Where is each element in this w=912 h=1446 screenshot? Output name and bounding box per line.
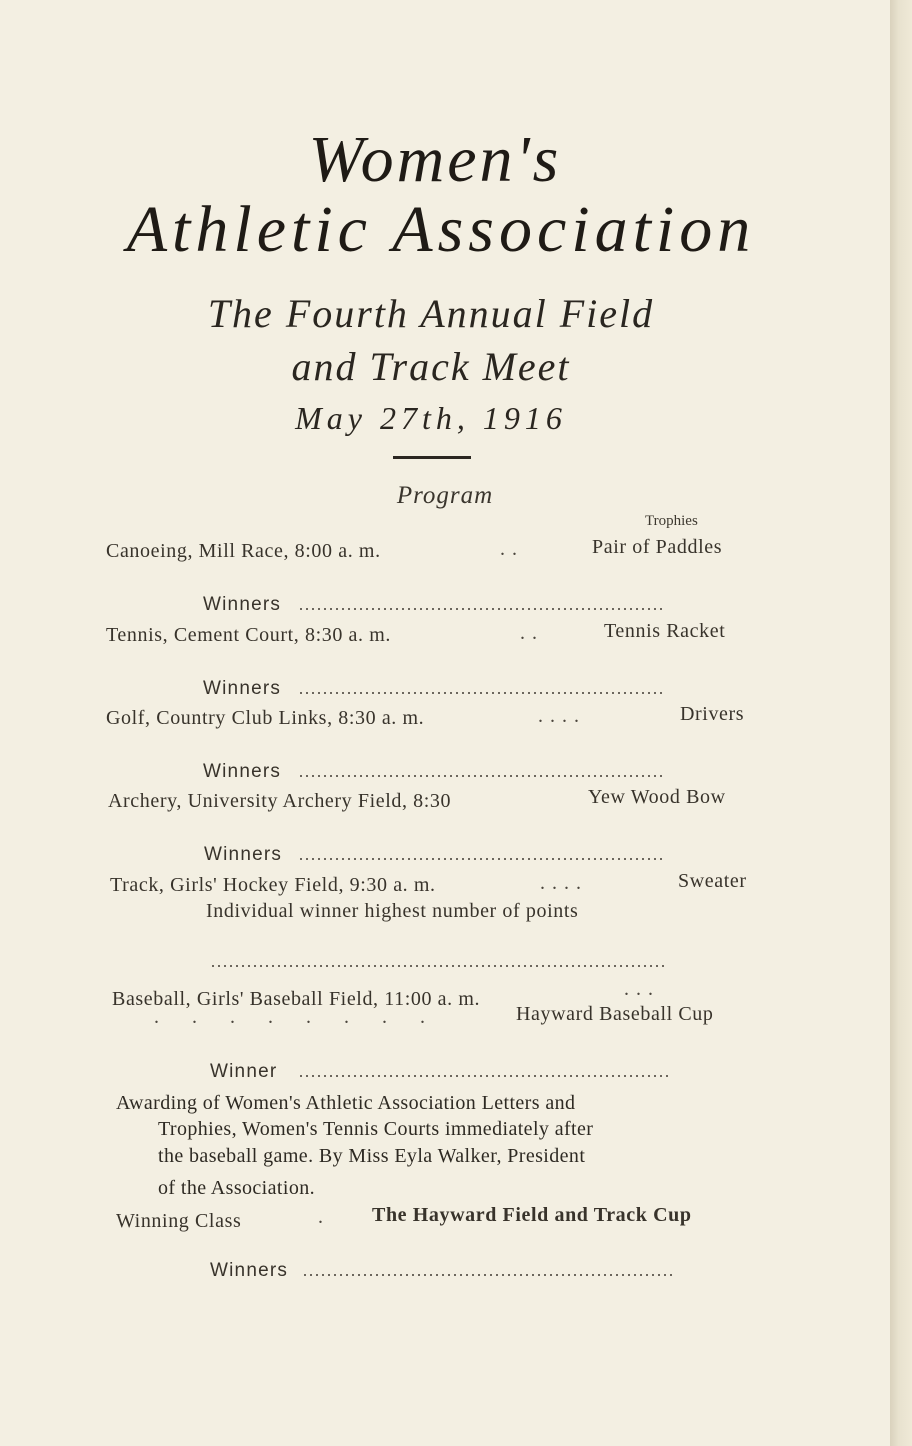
page-edge (890, 0, 912, 1446)
event-canoeing: Canoeing, Mill Race, 8:00 a. m. (106, 540, 381, 562)
leader-dots: . . . . . . . . (154, 1006, 439, 1028)
title-line-2: Athletic Association (126, 193, 756, 266)
awarding-line-4: of the Association. (158, 1177, 316, 1199)
trophy-tennis: Tennis Racket (604, 620, 726, 642)
event-track: Track, Girls' Hockey Field, 9:30 a. m. (110, 874, 436, 896)
subtitle-line-1: The Fourth Annual Field (207, 291, 655, 336)
winners-fill-line (298, 692, 666, 694)
event-baseball: Baseball, Girls' Baseball Field, 11:00 a. m. (112, 988, 481, 1010)
trophy-golf: Drivers (680, 703, 745, 725)
leader-dots: . . . . (540, 872, 582, 894)
winners-label: Winners (203, 678, 282, 699)
trophy-baseball: Hayward Baseball Cup (516, 1003, 714, 1025)
awarding-line-2: Trophies, Women's Tennis Courts immediately after (158, 1118, 594, 1140)
trophy-archery: Yew Wood Bow (588, 786, 726, 808)
event-archery: Archery, University Archery Field, 8:30 (108, 790, 452, 812)
winners-fill-line (298, 775, 666, 777)
winner-label: Winner (210, 1061, 278, 1082)
winning-class-trophy: The Hayward Field and Track Cup (372, 1204, 692, 1226)
winners-label: Winners (203, 594, 282, 615)
leader-dots: . . . . (538, 705, 580, 727)
trophy-canoeing: Pair of Paddles (592, 536, 723, 558)
winner-fill-line (298, 1075, 668, 1077)
winners-fill-line (298, 608, 666, 610)
track-note: Individual winner highest number of points (206, 900, 579, 922)
leader-dots: . . . (624, 978, 654, 1000)
event-date: May 27th, 1916 (295, 400, 567, 436)
track-winner-fill-line (210, 965, 668, 967)
awarding-line-1: Awarding of Women's Athletic Association Letters and (116, 1092, 576, 1114)
divider-rule (393, 456, 471, 459)
winning-class-label: Winning Class (116, 1210, 242, 1232)
title-line-1: Women's (308, 123, 562, 196)
leader-dots: . (318, 1206, 324, 1228)
winners-fill-line (302, 1274, 672, 1276)
winners-fill-line (298, 858, 666, 860)
trophy-track: Sweater (678, 870, 747, 892)
program-heading: Program (396, 482, 494, 509)
leader-dots: . . (500, 538, 518, 560)
subtitle-line-2: and Track Meet (291, 344, 571, 389)
leader-dots: . . (520, 622, 538, 644)
winners-label: Winners (210, 1260, 289, 1281)
winners-label: Winners (203, 761, 282, 782)
event-tennis: Tennis, Cement Court, 8:30 a. m. (106, 624, 391, 646)
awarding-line-3: the baseball game. By Miss Eyla Walker, President (158, 1145, 586, 1167)
winners-label: Winners (204, 844, 283, 865)
event-golf: Golf, Country Club Links, 8:30 a. m. (106, 707, 425, 729)
trophies-heading: Trophies (645, 513, 698, 529)
